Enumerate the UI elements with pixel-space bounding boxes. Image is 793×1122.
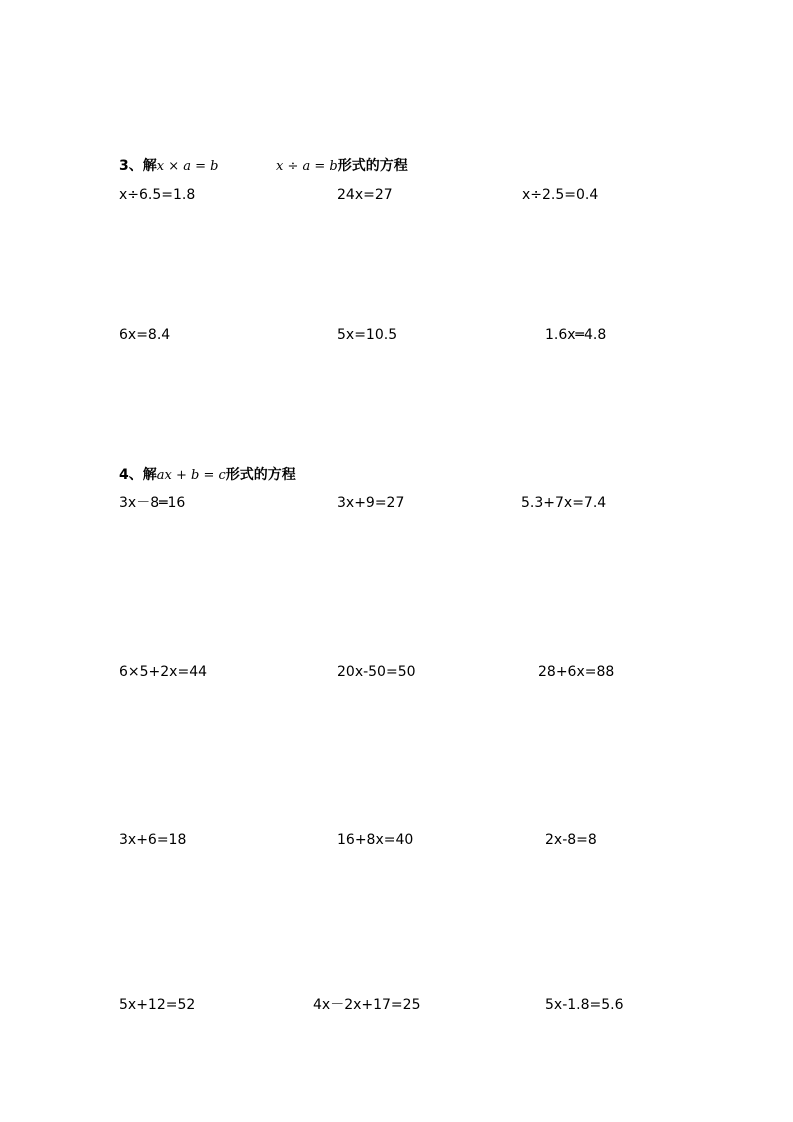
equation-4-1-2: 3x+9=27 xyxy=(337,495,405,511)
equation-4-1-1: 3x－8═16 xyxy=(119,495,186,511)
section3-formula-b: x ÷ a = b xyxy=(276,159,338,174)
section3-heading-continued xyxy=(276,158,408,175)
section3-formula-a: x × a = b xyxy=(156,159,219,174)
equation-4-3-3: 2x-8=8 xyxy=(545,832,597,848)
equation-3-1-1: x÷6.5=1.8 xyxy=(119,187,196,203)
equation-4-3-2: 16+8x=40 xyxy=(337,832,414,848)
equation-4-3-1: 3x+6=18 xyxy=(119,832,187,848)
equation-3-2-1: 6x=8.4 xyxy=(119,327,171,343)
equation-4-4-1: 5x+12=52 xyxy=(119,997,196,1013)
section3-prefix: 3、解 xyxy=(119,158,157,174)
equation-3-1-3: x÷2.5=0.4 xyxy=(522,187,599,203)
section4-heading xyxy=(119,467,296,484)
equation-4-2-1: 6×5+2x=44 xyxy=(119,664,208,680)
equation-4-4-2: 4x－2x+17=25 xyxy=(313,997,421,1013)
equation-3-2-2: 5x=10.5 xyxy=(337,327,398,343)
section4-prefix: 4、解 xyxy=(119,467,157,483)
section4-suffix: 形式的方程 xyxy=(225,467,296,483)
section4-formula: ax + b = c xyxy=(156,468,226,483)
equation-3-2-3: 1.6x═4.8 xyxy=(545,327,607,343)
equation-3-1-2: 24x=27 xyxy=(337,187,393,203)
section3-suffix: 形式的方程 xyxy=(337,158,408,174)
equation-4-2-3: 28+6x=88 xyxy=(538,664,615,680)
equation-4-2-2: 20x-50=50 xyxy=(337,664,416,680)
section3-heading xyxy=(119,158,218,175)
equation-4-4-3: 5x-1.8=5.6 xyxy=(545,997,624,1013)
equation-4-1-3: 5.3+7x=7.4 xyxy=(521,495,607,511)
